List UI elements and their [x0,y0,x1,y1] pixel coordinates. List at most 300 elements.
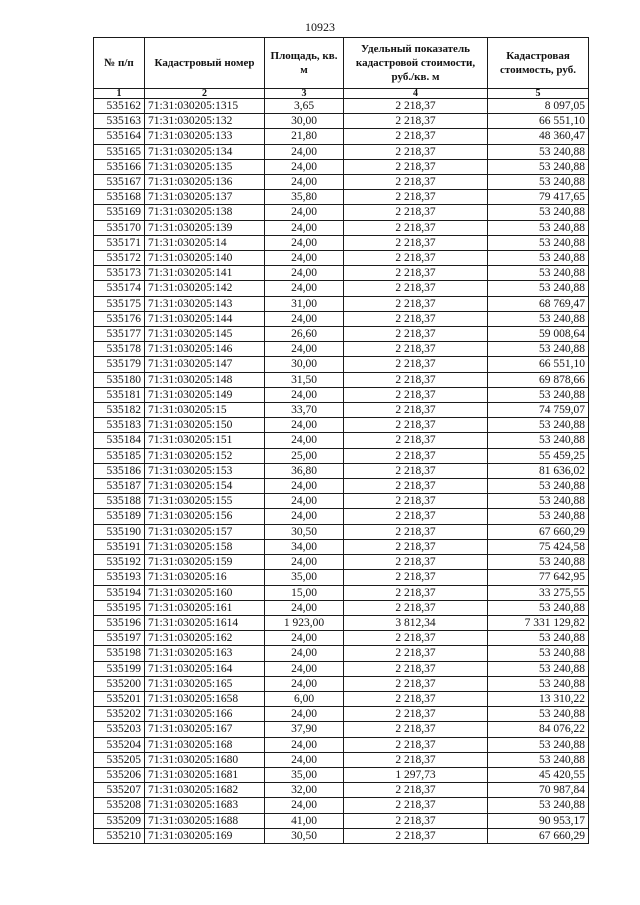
area-cell: 1 923,00 [265,615,344,630]
unit-value-cell: 2 218,37 [344,813,488,828]
unit-value-cell: 2 218,37 [344,524,488,539]
cadastral-number-cell: 71:31:030205:14 [145,235,265,250]
row-index-cell: 535172 [94,251,145,266]
cadastral-value-cell: 53 240,88 [488,175,589,190]
row-index-cell: 535180 [94,372,145,387]
unit-value-cell: 1 297,73 [344,767,488,782]
row-index-cell: 535198 [94,646,145,661]
row-index-cell: 535189 [94,509,145,524]
cadastral-value-cell: 53 240,88 [488,555,589,570]
cadastral-value-cell: 53 240,88 [488,737,589,752]
cadastral-value-cell: 48 360,47 [488,129,589,144]
table-row [94,646,589,661]
cadastral-value-cell: 66 551,10 [488,114,589,129]
area-cell: 25,00 [265,448,344,463]
unit-value-cell: 2 218,37 [344,783,488,798]
row-index-cell: 535176 [94,311,145,326]
row-index-cell: 535187 [94,479,145,494]
cadastral-value-cell: 67 660,29 [488,828,589,843]
cadastral-value-cell: 66 551,10 [488,357,589,372]
cadastral-number-cell: 71:31:030205:150 [145,418,265,433]
row-index-cell: 535192 [94,555,145,570]
area-cell: 3,65 [265,99,344,114]
row-index-cell: 535167 [94,175,145,190]
area-cell: 24,00 [265,433,344,448]
unit-value-cell: 2 218,37 [344,387,488,402]
cadastral-value-cell: 13 310,22 [488,691,589,706]
unit-value-cell: 2 218,37 [344,494,488,509]
row-index-cell: 535210 [94,828,145,843]
unit-value-cell: 2 218,37 [344,722,488,737]
area-cell: 35,80 [265,190,344,205]
cadastral-value-cell: 53 240,88 [488,418,589,433]
table-row [94,479,589,494]
cadastral-number-cell: 71:31:030205:143 [145,296,265,311]
area-cell: 24,00 [265,646,344,661]
cadastral-value-cell: 8 097,05 [488,99,589,114]
cadastral-number-cell: 71:31:030205:151 [145,433,265,448]
cadastral-number-cell: 71:31:030205:145 [145,327,265,342]
area-cell: 24,00 [265,144,344,159]
cadastral-value-cell: 53 240,88 [488,387,589,402]
cadastral-number-cell: 71:31:030205:1658 [145,691,265,706]
table-row [94,220,589,235]
cadastral-value-cell: 90 953,17 [488,813,589,828]
area-cell: 24,00 [265,251,344,266]
unit-value-cell: 2 218,37 [344,707,488,722]
row-index-cell: 535178 [94,342,145,357]
header-cadastral-number: Кадастровый номер [145,38,265,89]
unit-value-cell: 2 218,37 [344,159,488,174]
area-cell: 24,00 [265,600,344,615]
row-index-cell: 535191 [94,539,145,554]
row-index-cell: 535201 [94,691,145,706]
cadastral-value-cell: 53 240,88 [488,205,589,220]
area-cell: 32,00 [265,783,344,798]
row-index-cell: 535163 [94,114,145,129]
cadastral-number-cell: 71:31:030205:146 [145,342,265,357]
area-cell: 26,60 [265,327,344,342]
cadastral-value-cell: 81 636,02 [488,463,589,478]
table-row [94,99,589,114]
area-cell: 24,00 [265,418,344,433]
area-cell: 24,00 [265,752,344,767]
table-row [94,251,589,266]
cadastral-number-cell: 71:31:030205:132 [145,114,265,129]
table-row [94,327,589,342]
cadastral-value-cell: 53 240,88 [488,479,589,494]
row-index-cell: 535208 [94,798,145,813]
cadastral-value-cell: 53 240,88 [488,646,589,661]
row-index-cell: 535194 [94,585,145,600]
row-index-cell: 535205 [94,752,145,767]
table-row [94,175,589,190]
unit-value-cell: 2 218,37 [344,555,488,570]
area-cell: 24,00 [265,631,344,646]
row-index-cell: 535188 [94,494,145,509]
unit-value-cell: 2 218,37 [344,281,488,296]
area-cell: 30,50 [265,828,344,843]
cadastral-number-cell: 71:31:030205:154 [145,479,265,494]
area-cell: 21,80 [265,129,344,144]
unit-value-cell: 2 218,37 [344,448,488,463]
area-cell: 24,00 [265,676,344,691]
unit-value-cell: 2 218,37 [344,828,488,843]
unit-value-cell: 2 218,37 [344,327,488,342]
unit-value-cell: 2 218,37 [344,570,488,585]
area-cell: 31,00 [265,296,344,311]
table-row [94,752,589,767]
table-row [94,783,589,798]
area-cell: 24,00 [265,707,344,722]
table-row [94,767,589,782]
cadastral-number-cell: 71:31:030205:136 [145,175,265,190]
cadastral-number-cell: 71:31:030205:166 [145,707,265,722]
cadastral-number-cell: 71:31:030205:139 [145,220,265,235]
cadastral-value-cell: 75 424,58 [488,539,589,554]
table-row [94,615,589,630]
table-row [94,235,589,250]
cadastral-value-cell: 53 240,88 [488,600,589,615]
unit-value-cell: 2 218,37 [344,144,488,159]
cadastral-value-cell: 33 275,55 [488,585,589,600]
unit-value-cell: 3 812,34 [344,615,488,630]
row-index-cell: 535173 [94,266,145,281]
column-number: 2 [145,89,265,99]
table-row [94,813,589,828]
cadastral-number-cell: 71:31:030205:167 [145,722,265,737]
unit-value-cell: 2 218,37 [344,99,488,114]
table-row [94,114,589,129]
table-row [94,433,589,448]
cadastral-value-cell: 7 331 129,82 [488,615,589,630]
row-index-cell: 535206 [94,767,145,782]
cadastral-number-cell: 71:31:030205:148 [145,372,265,387]
row-index-cell: 535164 [94,129,145,144]
row-index-cell: 535177 [94,327,145,342]
table-row [94,676,589,691]
table-row [94,691,589,706]
cadastral-number-cell: 71:31:030205:134 [145,144,265,159]
cadastral-value-cell: 53 240,88 [488,266,589,281]
unit-value-cell: 2 218,37 [344,661,488,676]
unit-value-cell: 2 218,37 [344,691,488,706]
unit-value-cell: 2 218,37 [344,798,488,813]
area-cell: 24,00 [265,509,344,524]
table-row [94,600,589,615]
cadastral-number-cell: 71:31:030205:1683 [145,798,265,813]
table-row [94,585,589,600]
row-index-cell: 535166 [94,159,145,174]
table-row [94,311,589,326]
area-cell: 36,80 [265,463,344,478]
column-number: 3 [265,89,344,99]
header-unit-value: Удельный показатель кадастровой стоимости, руб./кв. м [344,38,488,89]
area-cell: 24,00 [265,220,344,235]
cadastral-number-cell: 71:31:030205:153 [145,463,265,478]
cadastral-value-cell: 55 459,25 [488,448,589,463]
cadastral-value-cell: 77 642,95 [488,570,589,585]
area-cell: 41,00 [265,813,344,828]
table-row [94,722,589,737]
unit-value-cell: 2 218,37 [344,463,488,478]
table-row [94,707,589,722]
cadastral-value-cell: 59 008,64 [488,327,589,342]
page-number: 10923 [305,20,335,34]
row-index-cell: 535204 [94,737,145,752]
area-cell: 24,00 [265,159,344,174]
cadastral-value-cell: 53 240,88 [488,752,589,767]
row-index-cell: 535175 [94,296,145,311]
header-index: № п/п [94,38,145,89]
area-cell: 35,00 [265,570,344,585]
row-index-cell: 535199 [94,661,145,676]
column-number: 4 [344,89,488,99]
cadastral-number-cell: 71:31:030205:155 [145,494,265,509]
unit-value-cell: 2 218,37 [344,357,488,372]
cadastral-number-cell: 71:31:030205:1315 [145,99,265,114]
cadastral-number-cell: 71:31:030205:156 [145,509,265,524]
cadastral-number-cell: 71:31:030205:138 [145,205,265,220]
row-index-cell: 535196 [94,615,145,630]
table-row [94,737,589,752]
unit-value-cell: 2 218,37 [344,205,488,220]
cadastral-number-cell: 71:31:030205:1680 [145,752,265,767]
row-index-cell: 535200 [94,676,145,691]
cadastral-value-cell: 53 240,88 [488,144,589,159]
cadastral-number-cell: 71:31:030205:142 [145,281,265,296]
table-row [94,631,589,646]
row-index-cell: 535165 [94,144,145,159]
cadastral-number-cell: 71:31:030205:159 [145,555,265,570]
row-index-cell: 535181 [94,387,145,402]
area-cell: 30,00 [265,357,344,372]
row-index-cell: 535185 [94,448,145,463]
row-index-cell: 535168 [94,190,145,205]
cadastral-value-cell: 53 240,88 [488,509,589,524]
unit-value-cell: 2 218,37 [344,403,488,418]
cadastral-value-cell: 53 240,88 [488,676,589,691]
area-cell: 24,00 [265,494,344,509]
table-row [94,418,589,433]
cadastral-value-cell: 53 240,88 [488,631,589,646]
cadastral-value-cell: 53 240,88 [488,798,589,813]
cadastral-number-cell: 71:31:030205:158 [145,539,265,554]
row-index-cell: 535197 [94,631,145,646]
unit-value-cell: 2 218,37 [344,251,488,266]
area-cell: 24,00 [265,311,344,326]
cadastral-number-cell: 71:31:030205:168 [145,737,265,752]
cadastral-value-cell: 53 240,88 [488,433,589,448]
unit-value-cell: 2 218,37 [344,220,488,235]
cadastral-number-cell: 71:31:030205:164 [145,661,265,676]
row-index-cell: 535174 [94,281,145,296]
area-cell: 24,00 [265,266,344,281]
cadastral-number-cell: 71:31:030205:135 [145,159,265,174]
table-row [94,403,589,418]
unit-value-cell: 2 218,37 [344,539,488,554]
table-row [94,448,589,463]
unit-value-cell: 2 218,37 [344,129,488,144]
area-cell: 6,00 [265,691,344,706]
table-row [94,387,589,402]
cadastral-number-cell: 71:31:030205:1681 [145,767,265,782]
unit-value-cell: 2 218,37 [344,737,488,752]
row-index-cell: 535183 [94,418,145,433]
unit-value-cell: 2 218,37 [344,114,488,129]
unit-value-cell: 2 218,37 [344,676,488,691]
area-cell: 24,00 [265,555,344,570]
cadastral-number-cell: 71:31:030205:16 [145,570,265,585]
table-row [94,539,589,554]
unit-value-cell: 2 218,37 [344,342,488,357]
area-cell: 30,50 [265,524,344,539]
area-cell: 24,00 [265,798,344,813]
unit-value-cell: 2 218,37 [344,479,488,494]
table-row [94,266,589,281]
area-cell: 37,90 [265,722,344,737]
cadastral-value-cell: 53 240,88 [488,661,589,676]
cadastral-value-cell: 70 987,84 [488,783,589,798]
area-cell: 24,00 [265,235,344,250]
cadastral-value-cell: 45 420,55 [488,767,589,782]
table-row [94,661,589,676]
unit-value-cell: 2 218,37 [344,752,488,767]
unit-value-cell: 2 218,37 [344,296,488,311]
row-index-cell: 535162 [94,99,145,114]
row-index-cell: 535193 [94,570,145,585]
row-index-cell: 535203 [94,722,145,737]
table-row [94,159,589,174]
row-index-cell: 535184 [94,433,145,448]
cadastral-number-cell: 71:31:030205:160 [145,585,265,600]
table-row [94,798,589,813]
unit-value-cell: 2 218,37 [344,266,488,281]
cadastral-number-cell: 71:31:030205:147 [145,357,265,372]
area-cell: 24,00 [265,342,344,357]
row-index-cell: 535209 [94,813,145,828]
cadastral-number-cell: 71:31:030205:149 [145,387,265,402]
column-number-row [94,89,589,99]
area-cell: 24,00 [265,479,344,494]
table-row [94,570,589,585]
cadastral-number-cell: 71:31:030205:162 [145,631,265,646]
area-cell: 33,70 [265,403,344,418]
area-cell: 24,00 [265,281,344,296]
table-row [94,463,589,478]
row-index-cell: 535182 [94,403,145,418]
unit-value-cell: 2 218,37 [344,190,488,205]
table-row [94,357,589,372]
cadastral-number-cell: 71:31:030205:15 [145,403,265,418]
cadastral-value-cell: 53 240,88 [488,707,589,722]
cadastral-number-cell: 71:31:030205:141 [145,266,265,281]
column-number: 1 [94,89,145,99]
row-index-cell: 535202 [94,707,145,722]
area-cell: 15,00 [265,585,344,600]
cadastral-number-cell: 71:31:030205:169 [145,828,265,843]
cadastral-value-cell: 67 660,29 [488,524,589,539]
unit-value-cell: 2 218,37 [344,311,488,326]
row-index-cell: 535169 [94,205,145,220]
area-cell: 24,00 [265,387,344,402]
table-row [94,144,589,159]
unit-value-cell: 2 218,37 [344,585,488,600]
table-row [94,296,589,311]
unit-value-cell: 2 218,37 [344,646,488,661]
row-index-cell: 535179 [94,357,145,372]
cadastral-number-cell: 71:31:030205:133 [145,129,265,144]
unit-value-cell: 2 218,37 [344,418,488,433]
table-row [94,494,589,509]
cadastral-value-cell: 53 240,88 [488,494,589,509]
table-row [94,372,589,387]
column-number: 5 [488,89,589,99]
area-cell: 30,00 [265,114,344,129]
area-cell: 24,00 [265,175,344,190]
table-row [94,190,589,205]
area-cell: 24,00 [265,205,344,220]
unit-value-cell: 2 218,37 [344,509,488,524]
cadastral-value-cell: 53 240,88 [488,251,589,266]
table-row [94,555,589,570]
row-index-cell: 535190 [94,524,145,539]
cadastral-value-cell: 68 769,47 [488,296,589,311]
cadastral-number-cell: 71:31:030205:1688 [145,813,265,828]
cadastral-value-cell: 53 240,88 [488,235,589,250]
table-row [94,509,589,524]
row-index-cell: 535186 [94,463,145,478]
header-area: Площадь, кв. м [265,38,344,89]
unit-value-cell: 2 218,37 [344,235,488,250]
table-row [94,281,589,296]
area-cell: 35,00 [265,767,344,782]
row-index-cell: 535195 [94,600,145,615]
cadastral-number-cell: 71:31:030205:161 [145,600,265,615]
unit-value-cell: 2 218,37 [344,631,488,646]
row-index-cell: 535207 [94,783,145,798]
table-row [94,342,589,357]
row-index-cell: 535170 [94,220,145,235]
area-cell: 34,00 [265,539,344,554]
cadastral-number-cell: 71:31:030205:137 [145,190,265,205]
cadastral-number-cell: 71:31:030205:163 [145,646,265,661]
cadastral-value-cell: 53 240,88 [488,220,589,235]
header-cadastral-value: Кадастровая стоимость, руб. [488,38,589,89]
cadastral-number-cell: 71:31:030205:1614 [145,615,265,630]
cadastral-number-cell: 71:31:030205:144 [145,311,265,326]
table-body [94,99,589,844]
cadastral-value-table [93,37,589,844]
cadastral-value-cell: 53 240,88 [488,342,589,357]
cadastral-value-cell: 69 878,66 [488,372,589,387]
cadastral-value-cell: 84 076,22 [488,722,589,737]
row-index-cell: 535171 [94,235,145,250]
unit-value-cell: 2 218,37 [344,600,488,615]
unit-value-cell: 2 218,37 [344,175,488,190]
cadastral-value-cell: 79 417,65 [488,190,589,205]
cadastral-number-cell: 71:31:030205:1682 [145,783,265,798]
unit-value-cell: 2 218,37 [344,372,488,387]
table-row [94,524,589,539]
cadastral-number-cell: 71:31:030205:157 [145,524,265,539]
cadastral-value-cell: 53 240,88 [488,281,589,296]
table-row [94,129,589,144]
header-row [94,38,589,89]
cadastral-number-cell: 71:31:030205:165 [145,676,265,691]
table-row [94,205,589,220]
cadastral-number-cell: 71:31:030205:152 [145,448,265,463]
